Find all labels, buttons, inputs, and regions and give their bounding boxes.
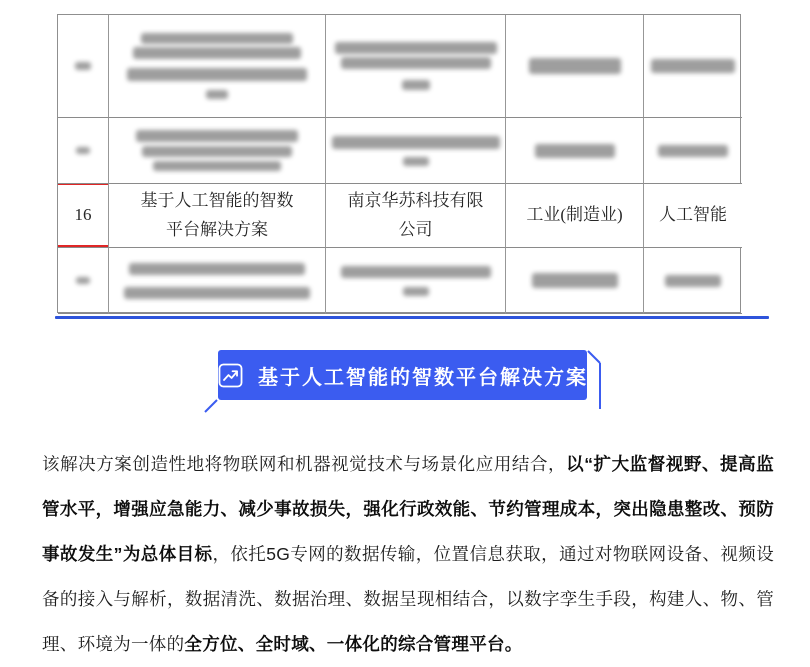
redacted-smudge (127, 68, 307, 81)
redacted-smudge (341, 57, 491, 69)
redacted-smudge (76, 277, 90, 284)
redacted-smudge (136, 130, 298, 142)
redacted-cell (58, 248, 109, 314)
redacted-smudge (535, 144, 615, 158)
banner-3d-edge-right (587, 350, 605, 412)
redacted-smudge (341, 266, 491, 278)
redacted-smudge (403, 287, 429, 296)
highlight-row-index-cell (58, 184, 109, 248)
company-name: 南京华苏科技有限公司 (347, 191, 484, 239)
highlight-row-solution-cell (109, 184, 326, 248)
redacted-smudge (665, 275, 721, 287)
section-divider (55, 316, 769, 319)
redacted-smudge (76, 147, 90, 154)
redacted-cell (644, 248, 742, 314)
text-segment: ，依托5G专网的数据传输，位置信息获取，通过对物联网设备、视频设备的接入与解析，数据清洗、数据治理、数据呈现相结合，以数字孪生手段，构建人、物、管理、环境为一体的 (42, 543, 774, 654)
industry: 工业(制造业) (526, 205, 623, 225)
highlight-row-field-cell (644, 184, 742, 248)
redacted-smudge (129, 263, 305, 275)
redacted-smudge (402, 80, 430, 90)
redacted-cell (644, 15, 742, 118)
redacted-smudge (335, 42, 497, 54)
highlight-row-industry-cell (506, 184, 644, 248)
redacted-cell (109, 118, 326, 184)
redacted-smudge (332, 136, 500, 149)
banner-3d-edge-left (203, 399, 219, 415)
bold-text-segment: 以“扩大监督视野、提高监管水平，增强应急能力、减少事故损失，强化行政效能、节约管理成本，突出隐患整改、预防事故发生”为总体目标 (42, 453, 774, 564)
text-segment: 该解决方案创造性地将物联网和机器视觉技术与场景化应用结合， (42, 453, 567, 474)
solution-description (42, 442, 774, 667)
redacted-smudge (532, 273, 618, 288)
trend-chart-icon (217, 362, 244, 389)
redacted-smudge (124, 287, 310, 299)
redacted-smudge (142, 146, 292, 157)
redacted-smudge (651, 59, 735, 73)
redacted-cell (58, 118, 109, 184)
redacted-smudge (75, 62, 91, 70)
redacted-cell (326, 118, 506, 184)
field: 人工智能 (659, 205, 727, 225)
banner-title: 基于人工智能的智数平台解决方案 (258, 366, 588, 389)
row-index: 16 (74, 205, 92, 225)
redacted-cell (326, 15, 506, 118)
redacted-smudge (141, 33, 293, 44)
approval-table (57, 14, 741, 313)
redacted-cell (109, 248, 326, 314)
redacted-cell (326, 248, 506, 314)
redacted-smudge (403, 157, 429, 166)
redacted-cell (644, 118, 742, 184)
redacted-smudge (529, 58, 621, 74)
redacted-cell (506, 15, 644, 118)
redacted-smudge (206, 90, 228, 99)
solution-name: 基于人工智能的智数平台解决方案 (140, 191, 294, 239)
redacted-smudge (658, 145, 728, 157)
redacted-cell (109, 15, 326, 118)
redacted-smudge (133, 47, 301, 59)
highlight-row-company-cell (326, 184, 506, 248)
bold-text-segment: 全方位、全时域、一体化的综合管理平台。 (184, 633, 523, 654)
section-banner (218, 350, 587, 400)
redacted-cell (506, 118, 644, 184)
redacted-smudge (153, 161, 281, 171)
redacted-cell (58, 15, 109, 118)
redacted-cell (506, 248, 644, 314)
